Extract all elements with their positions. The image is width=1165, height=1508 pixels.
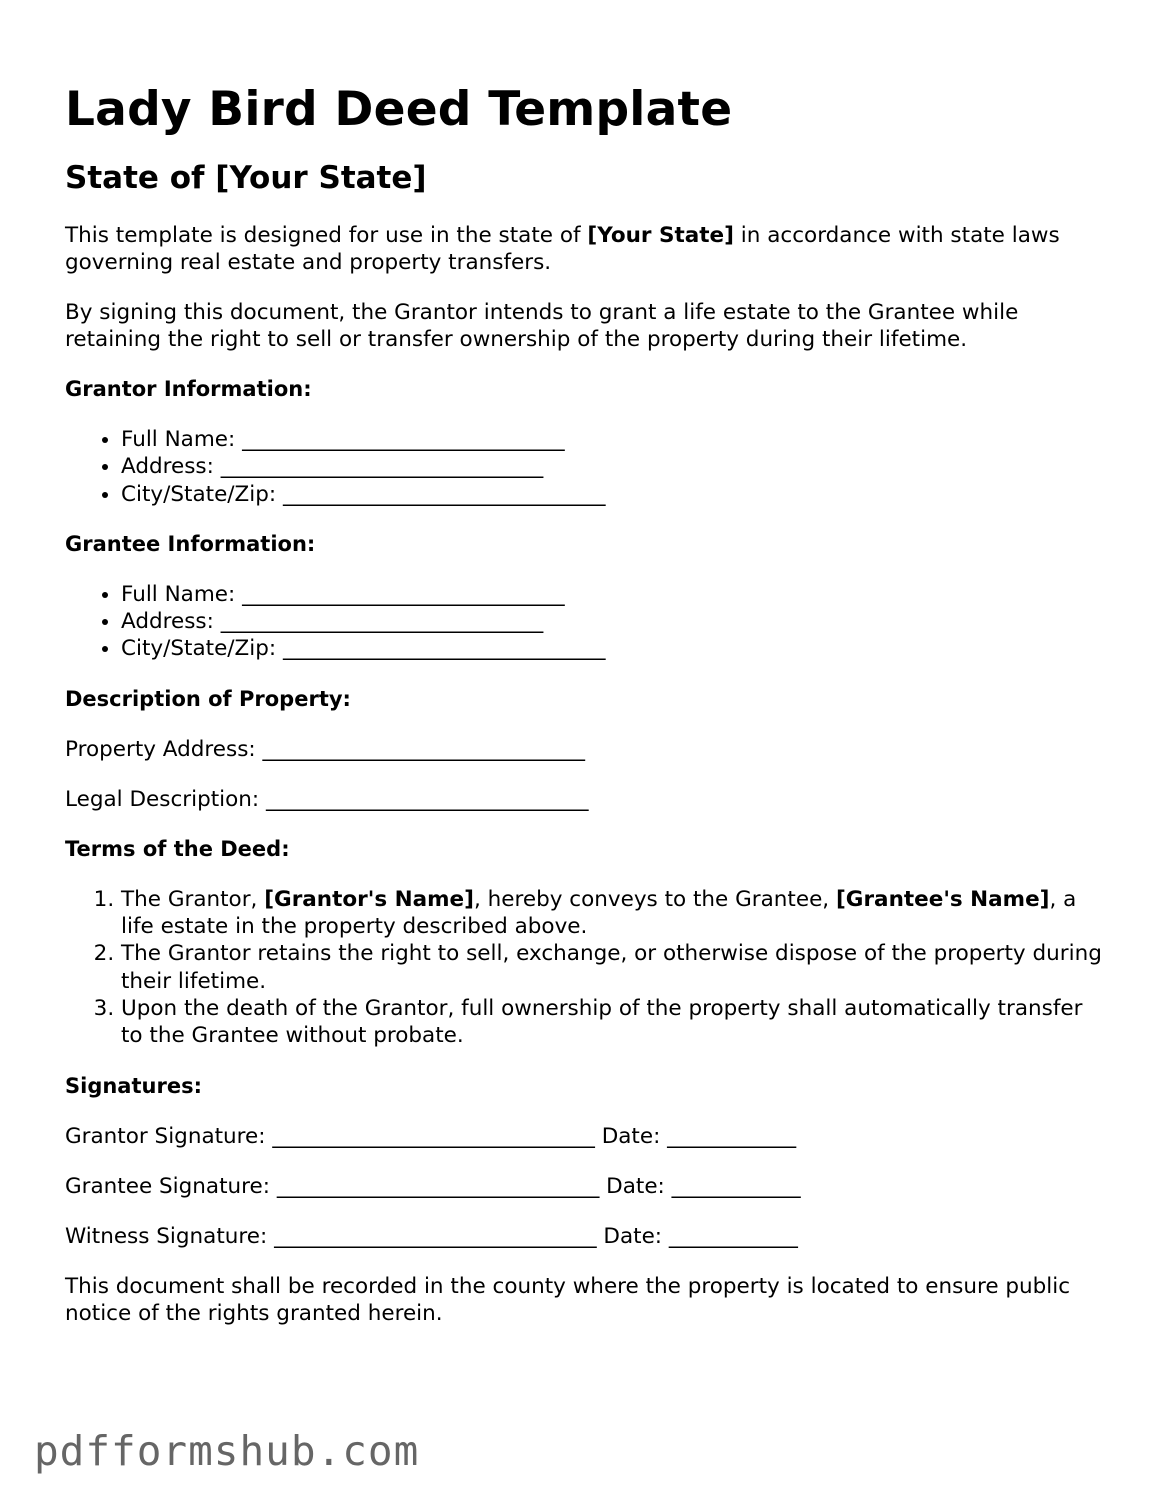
intro-text-after: in accordance with state laws governing real estate and property transfers. xyxy=(65,223,1060,275)
terms-heading: Terms of the Deed: xyxy=(65,836,290,861)
grantor-list xyxy=(65,426,1105,508)
intro-state-placeholder: [Your State] xyxy=(587,223,734,248)
grantee-name-placeholder: [Grantee's Name] xyxy=(835,886,1050,912)
intro-text-before: This template is designed for use in the state of xyxy=(65,223,588,248)
grantee-full-name-field[interactable]: • Full Name: ______________________________ xyxy=(121,581,1105,608)
grantee-city-state-zip-field[interactable]: • City/State/Zip: ______________________________ xyxy=(121,635,1105,662)
grantor-signature-field[interactable]: Grantor Signature: ______________________________ Date: ____________ xyxy=(65,1123,797,1149)
witness-signature-field[interactable]: Witness Signature: ______________________________ Date: ____________ xyxy=(65,1223,798,1249)
term-1-text-c: , hereby conveys to the Grantee, xyxy=(473,886,836,912)
grantee-list xyxy=(65,581,1105,663)
signatures-heading: Signatures: xyxy=(65,1073,202,1098)
document-page xyxy=(65,80,1105,1350)
grantor-full-name-field[interactable]: • Full Name: ______________________________ xyxy=(121,426,1105,453)
intro-paragraph-2: By signing this document, the Grantor intends to grant a life estate to the Grantee while retaining the right to sell or transfer ownership of the property during their lifetime. xyxy=(65,300,1019,352)
grantor-name-placeholder: [Grantor's Name] xyxy=(264,886,474,912)
term-item-3: 3. Upon the death of the Grantor, full ownership of the property shall automatically transfer to the Grantee without probate. xyxy=(121,995,1105,1050)
property-heading: Description of Property: xyxy=(65,686,351,711)
term-item-2: 2. The Grantor retains the right to sell, exchange, or otherwise dispose of the property during their lifetime. xyxy=(121,940,1105,995)
grantor-city-state-zip-field[interactable]: • City/State/Zip: ______________________________ xyxy=(121,481,1105,508)
term-item-1 xyxy=(121,886,1105,941)
state-subtitle: State of [Your State] xyxy=(65,160,427,196)
document-title: Lady Bird Deed Template xyxy=(65,82,733,137)
term-1-text-a: The Grantor, xyxy=(121,886,265,912)
terms-list xyxy=(65,886,1105,1050)
legal-description-field[interactable]: Legal Description: ______________________________ xyxy=(65,786,589,812)
term-1-text-e: , a life estate in the property described above. xyxy=(121,886,1077,940)
site-watermark: pdfformshub.com xyxy=(34,1427,420,1475)
property-address-field[interactable]: Property Address: ______________________________ xyxy=(65,736,586,762)
grantee-signature-field[interactable]: Grantee Signature: ______________________________ Date: ____________ xyxy=(65,1173,801,1199)
closing-paragraph: This document shall be recorded in the county where the property is located to ensure public notice of the rights granted herein. xyxy=(65,1273,1071,1326)
intro-paragraph-1 xyxy=(65,222,1105,276)
grantee-heading: Grantee Information: xyxy=(65,531,316,556)
grantor-heading: Grantor Information: xyxy=(65,377,312,401)
grantor-address-field[interactable]: • Address: ______________________________ xyxy=(121,453,1105,480)
grantee-address-field[interactable]: • Address: ______________________________ xyxy=(121,608,1105,635)
